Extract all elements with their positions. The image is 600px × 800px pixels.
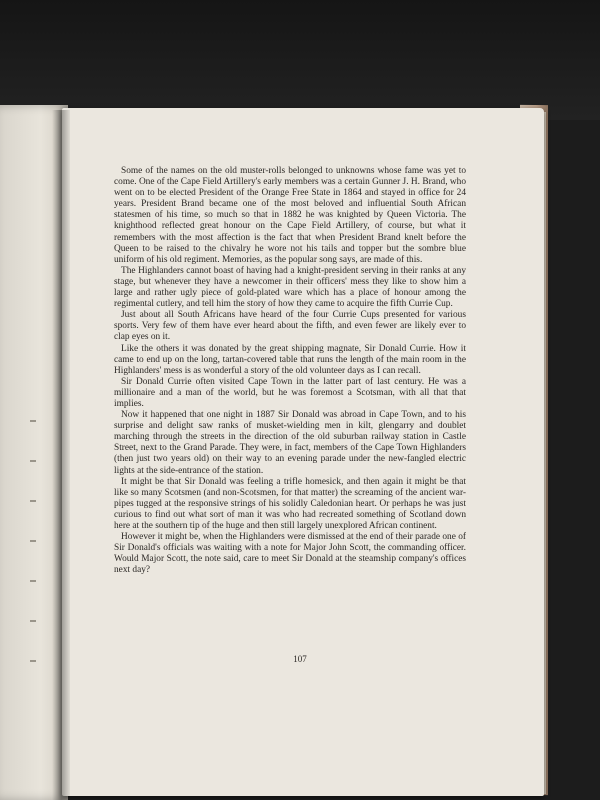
body-text xyxy=(114,166,466,576)
paragraph: Just about all South Africans have heard of the four Currie Cups presented for various sports. Very few of them have ever heard about the fifth, and even fewer are likely ever to clap eyes on it. xyxy=(114,310,466,343)
page-number: 107 xyxy=(293,654,307,664)
paragraph: Like the others it was donated by the great shipping magnate, Sir Donald Currie. How it came to end up on the long, tartan-covered table that runs the length of the main room in the Highlanders' mess is as wonderful a story of the old volunteer days as I can recall. xyxy=(114,343,466,376)
paragraph: Some of the names on the old muster-rolls belonged to unknowns whose fame was yet to come. One of the Cape Field Artillery's early members was a certain Gunner J. H. Brand, who went on to be elected President of the Orange Free State in 1864 and stayed in office for 24 years. President Brand became one of the most beloved and influential South African statesmen of his time, so much so that in 1882 he was knighted by Queen Victoria. The knighthood reflected great honour on the Cape Field Artillery, of course, but what it remembers with the most affection is the fact that when President Brand knelt before the Queen to be raised to the chivalry he wore not his tails and topper but the sombre blue uniform of his old regiment. Memories, as the popular song says, are made of this. xyxy=(114,166,466,265)
paragraph: The Highlanders cannot boast of having had a knight-president serving in their ranks at any stage, but whenever they have a newcomer in their officers' mess they like to show him a large and rather ugly piece of gold-plated ware which has a place of honour among the regimental cutlery, and tell him the story of how they came to acquire the fifth Currie Cup. xyxy=(114,265,466,310)
paragraph: Now it happened that one night in 1887 Sir Donald was abroad in Cape Town, and to his surprise and delight saw ranks of musket-wielding men in kilt, glengarry and doublet marching through the streets in the direction of the old suburban railway station in Castle Street, next to the Grand Parade. They were, in fact, members of the Cape Town Highlanders (then just two years old) on their way to an evening parade under the new-fangled electric lights at the side-entrance of the station. xyxy=(114,410,466,476)
paragraph: However it might be, when the Highlanders were dismissed at the end of their parade one of Sir Donald's officials was waiting with a note for Major John Scott, the commanding officer. Would Major Scott, the note said, care to meet Sir Donald at the steamship company's offices next day? xyxy=(114,532,466,576)
paragraph: Sir Donald Currie often visited Cape Town in the latter part of last century. He was a millionaire and a man of the world, but he was foremost a Scotsman, with all that that implies. xyxy=(114,376,466,409)
spine-shadow xyxy=(52,110,70,800)
background xyxy=(0,0,600,120)
paragraph: It might be that Sir Donald was feeling a trifle homesick, and then again it might be that like so many Scotsmen (and non-Scotsmen, for that matter) the screaming of the ancient war-pipes tugged at the responsive strings of his solidly Caledonian heart. Or perhaps he was just curious to find out what sort of man it was who had recreated something of Scotland down here at the southern tip of the huge and then still largely unexplored African continent. xyxy=(114,476,466,531)
